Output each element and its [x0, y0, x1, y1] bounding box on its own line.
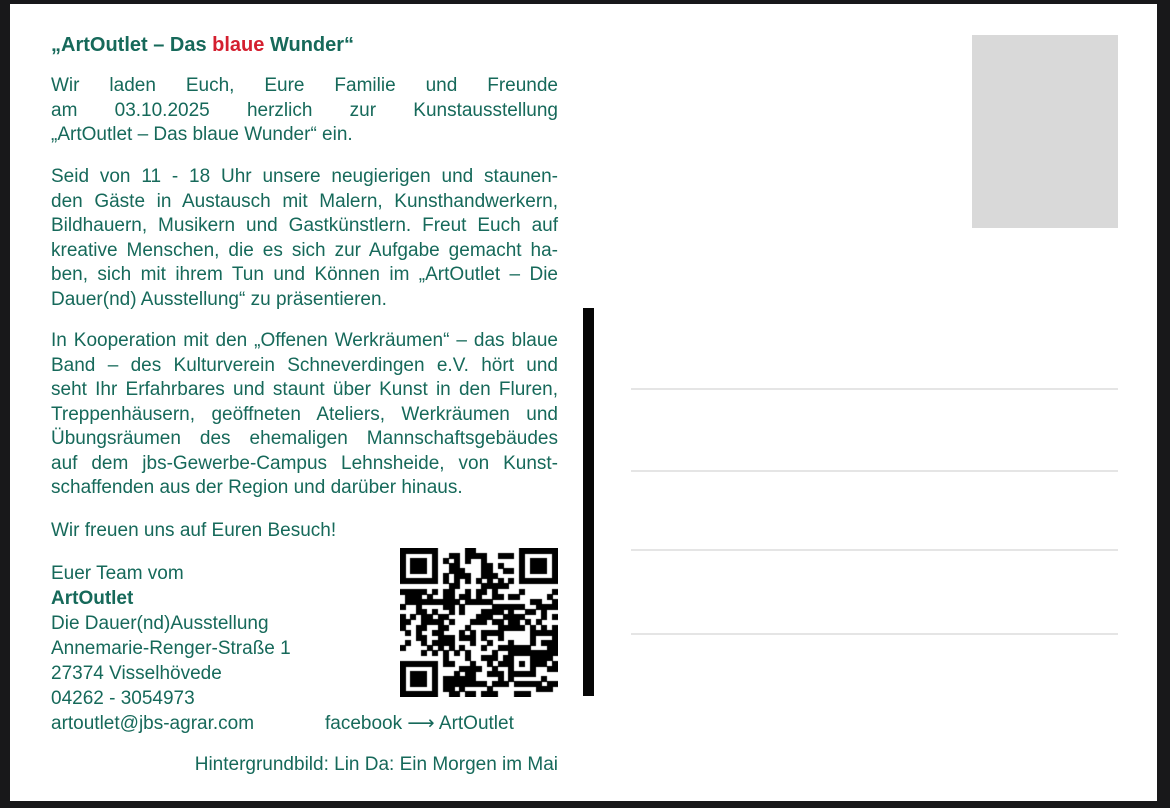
text-line: schaffenden aus der Region und darüber hinaus. [51, 477, 463, 498]
email-address: artoutlet@jbs-agrar.com [51, 713, 255, 734]
facebook-label: facebook [325, 713, 403, 734]
divider-bar [583, 308, 594, 696]
invitation-paragraph-1 [51, 74, 558, 148]
postcard-title [51, 33, 611, 57]
text-line: den Gäste in Austausch mit Malern, Kunsthandwerkern, [51, 190, 558, 212]
street-address: Annemarie-Renger-Straße 1 [51, 638, 291, 659]
text-line: Bildhauern, Musikern und Gastkünstlern. Freut Euch auf [51, 215, 558, 236]
title-suffix: Wunder“ [264, 34, 355, 56]
text-line: Wir laden Euch, Eure Familie und Freunde [51, 75, 558, 96]
text-line: Band – des Kulturverein Schneverdingen e.V. hört und [51, 354, 558, 376]
text-line: ben, sich mit ihrem Tun und Können im „ArtOutlet – Die [51, 264, 558, 285]
text-line: Übungsräumen des ehemaligen Mannschaftsgebäudes [51, 428, 558, 449]
text-line: Treppenhäusern, geöffneten Ateliers, Werkräumen und [51, 403, 558, 425]
address-line-1 [631, 388, 1118, 390]
qr-code [400, 548, 558, 697]
text-line: „ArtOutlet – Das blaue Wunder“ ein. [51, 124, 353, 145]
facebook-reference [325, 711, 514, 736]
address-line-3 [631, 549, 1118, 551]
address-line-4 [631, 633, 1118, 635]
address-line-2 [631, 470, 1118, 472]
postal-city: 27374 Visselhövede [51, 663, 222, 684]
invitation-paragraph-2 [51, 165, 558, 312]
closing-line: Wir freuen uns auf Euren Besuch! [51, 520, 337, 541]
text-line: Dauer(nd) Ausstellung“ zu präsentieren. [51, 288, 387, 310]
org-subtitle: Die Dauer(nd)Ausstellung [51, 613, 269, 634]
org-name: ArtOutlet [51, 588, 134, 609]
text-line: seht Ihr Erfahrbares und staunt über Kunst in den Fluren, [51, 379, 558, 400]
text-line: auf dem jbs-Gewerbe-Campus Lehnsheide, von Kunst- [51, 452, 558, 474]
facebook-arrow-icon: ⟶ [407, 713, 435, 734]
postcard-card [10, 4, 1157, 801]
credit-line: Hintergrundbild: Lin Da: Ein Morgen im Mai [194, 754, 558, 775]
stamp-box [972, 35, 1118, 228]
invitation-paragraph-3 [51, 329, 558, 501]
text-line: kreative Menschen, die es sich zur Aufgabe gemacht ha- [51, 239, 558, 261]
title-prefix: „ArtOutlet – Das [51, 34, 213, 56]
text-line: Seid von 11 - 18 Uhr unsere neugierigen und staunen- [51, 166, 558, 187]
text-line: am 03.10.2025 herzlich zur Kunstausstellung [51, 99, 558, 121]
text-line: In Kooperation mit den „Offenen Werkräumen“ – das blaue [51, 330, 558, 351]
email-facebook-line [51, 711, 558, 736]
team-line: Euer Team vom [51, 563, 184, 584]
facebook-handle: ArtOutlet [438, 713, 514, 734]
title-highlight: blaue [212, 34, 265, 56]
phone-number: 04262 - 3054973 [51, 688, 195, 709]
